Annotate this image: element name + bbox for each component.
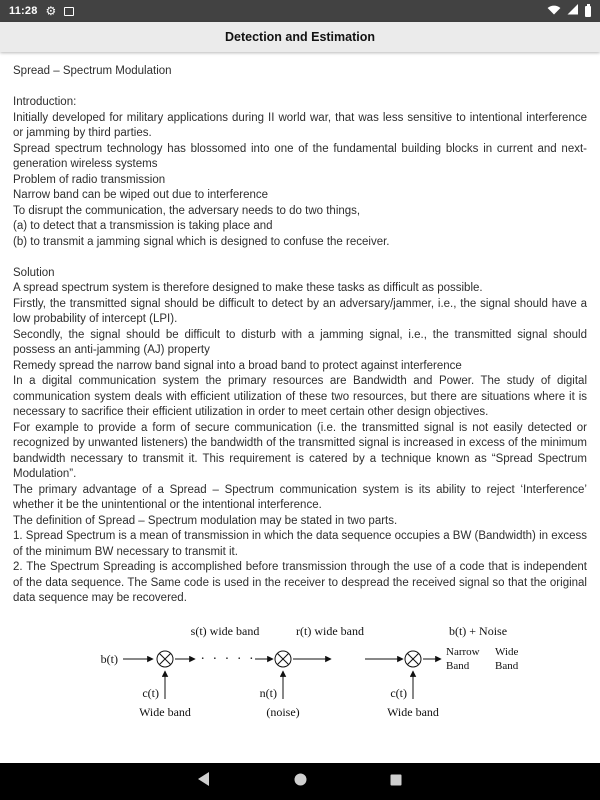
label-c-t-2: c(t) bbox=[390, 685, 407, 700]
paragraph: Problem of radio transmission bbox=[13, 173, 166, 186]
home-button[interactable] bbox=[292, 774, 308, 790]
label-n-t: n(t) bbox=[259, 685, 277, 700]
image-icon bbox=[64, 7, 74, 16]
navigation-bar bbox=[0, 763, 600, 800]
back-button[interactable] bbox=[196, 774, 212, 790]
paragraph: The primary advantage of a Spread – Spectrum communication system is its ability to reject ‘Interference’ whether it be the unintentional or the intentional interference. bbox=[13, 483, 587, 511]
multiplier-icon bbox=[275, 651, 291, 667]
label-narrow: Narrow bbox=[446, 645, 480, 658]
paragraph: 1. Spread Spectrum is a mean of transmission in which the data sequence occupies a BW (Bandwidth) in excess of the minimum BW necessary to transmit it. bbox=[13, 530, 588, 558]
label-s-t-wide-band: s(t) wide band bbox=[190, 623, 260, 638]
battery-icon bbox=[585, 6, 591, 17]
paragraph: Secondly, the signal should be difficult to disturb with a jamming signal, i.e., the transmitted signal should possess an anti-jamming (AJ) property bbox=[13, 328, 587, 356]
recents-button[interactable] bbox=[388, 774, 404, 790]
status-right bbox=[547, 2, 591, 20]
paragraph: Firstly, the transmitted signal should be difficult to detect by an adversary/jammer, i.e., the signal should have a low probability of intercept (LPI). bbox=[13, 297, 587, 325]
wifi-icon bbox=[547, 2, 561, 20]
label-wide-band: Band bbox=[495, 659, 519, 672]
paragraph: Spread – Spectrum Modulation bbox=[13, 65, 172, 77]
label-r-t-wide-band: r(t) wide band bbox=[296, 623, 364, 638]
spread-spectrum-diagram bbox=[83, 621, 553, 721]
recents-icon bbox=[390, 773, 402, 791]
paragraph: (a) to detect that a transmission is taking place and bbox=[13, 220, 273, 232]
back-icon bbox=[198, 772, 210, 791]
paragraph: Solution bbox=[13, 266, 55, 279]
paragraph: Introduction: bbox=[13, 96, 77, 108]
channel-dots: · · · · · bbox=[200, 651, 256, 667]
label-c-t-1: c(t) bbox=[142, 685, 159, 700]
status-time: 11:28 bbox=[9, 5, 38, 17]
paragraph: 2. The Spectrum Spreading is accomplished before transmission through the use of a code that is independent of the data sequence. The Same code is used in the receiver to despread the received signal so that the original data sequence may be recovered. bbox=[13, 561, 587, 604]
document-body[interactable] bbox=[0, 52, 600, 763]
gear-icon: ⚙ bbox=[45, 4, 57, 18]
paragraphs bbox=[13, 64, 587, 607]
app-bar bbox=[0, 22, 600, 52]
paragraph: In a digital communication system the primary resources are Bandwidth and Power. The study of digital communication system deals with efficient utilization of these two resources, but there are situations where it is necessary to sacrifice their efficient utilization in order to meet certain other design objectives. bbox=[13, 375, 587, 418]
home-icon bbox=[294, 773, 307, 791]
paragraph: Remedy spread the narrow band signal into a broad band to protect against interference bbox=[13, 359, 462, 372]
paragraph: Narrow band can be wiped out due to interference bbox=[13, 189, 269, 201]
label-wide: Wide bbox=[495, 645, 519, 658]
paragraph: A spread spectrum system is therefore designed to make these tasks as difficult as possible. bbox=[13, 282, 483, 294]
paragraph: For example to provide a form of secure communication (i.e. the transmitted signal is not easily detected or recognized by unwanted listeners) the bandwidth of the transmitted signal is increased in excess of the minimum bandwidth necessary to transmit it. This requirement is catered by a technique known as “Spread Spectrum Modulation”. bbox=[13, 421, 587, 480]
paragraph: Initially developed for military applications during II world war, that was less sensitive to intentional interference or jamming by third parties. bbox=[13, 111, 587, 139]
label-b-t-input: b(t) bbox=[100, 651, 118, 666]
page-title: Detection and Estimation bbox=[224, 30, 376, 44]
label-b-t-plus-noise: b(t) + Noise bbox=[448, 623, 508, 638]
paragraph: (b) to transmit a jamming signal which is designed to confuse the receiver. bbox=[13, 235, 390, 248]
status-left bbox=[9, 5, 74, 17]
paragraph: The definition of Spread – Spectrum modulation may be stated in two parts. bbox=[13, 514, 398, 527]
caption-wide-band-1: Wide band bbox=[139, 704, 191, 719]
paragraph: To disrupt the communication, the adversary needs to do two things, bbox=[13, 204, 361, 217]
status-bar bbox=[0, 0, 600, 22]
paragraph: Spread spectrum technology has blossomed into one of the fundamental building blocks in current and next-generation wireless systems bbox=[13, 142, 587, 170]
caption-noise: (noise) bbox=[266, 704, 300, 719]
multiplier-icon bbox=[157, 651, 173, 667]
label-narrow-band: Band bbox=[446, 659, 470, 672]
multiplier-icon bbox=[405, 651, 421, 667]
caption-wide-band-2: Wide band bbox=[387, 704, 439, 719]
signal-icon bbox=[567, 2, 579, 20]
